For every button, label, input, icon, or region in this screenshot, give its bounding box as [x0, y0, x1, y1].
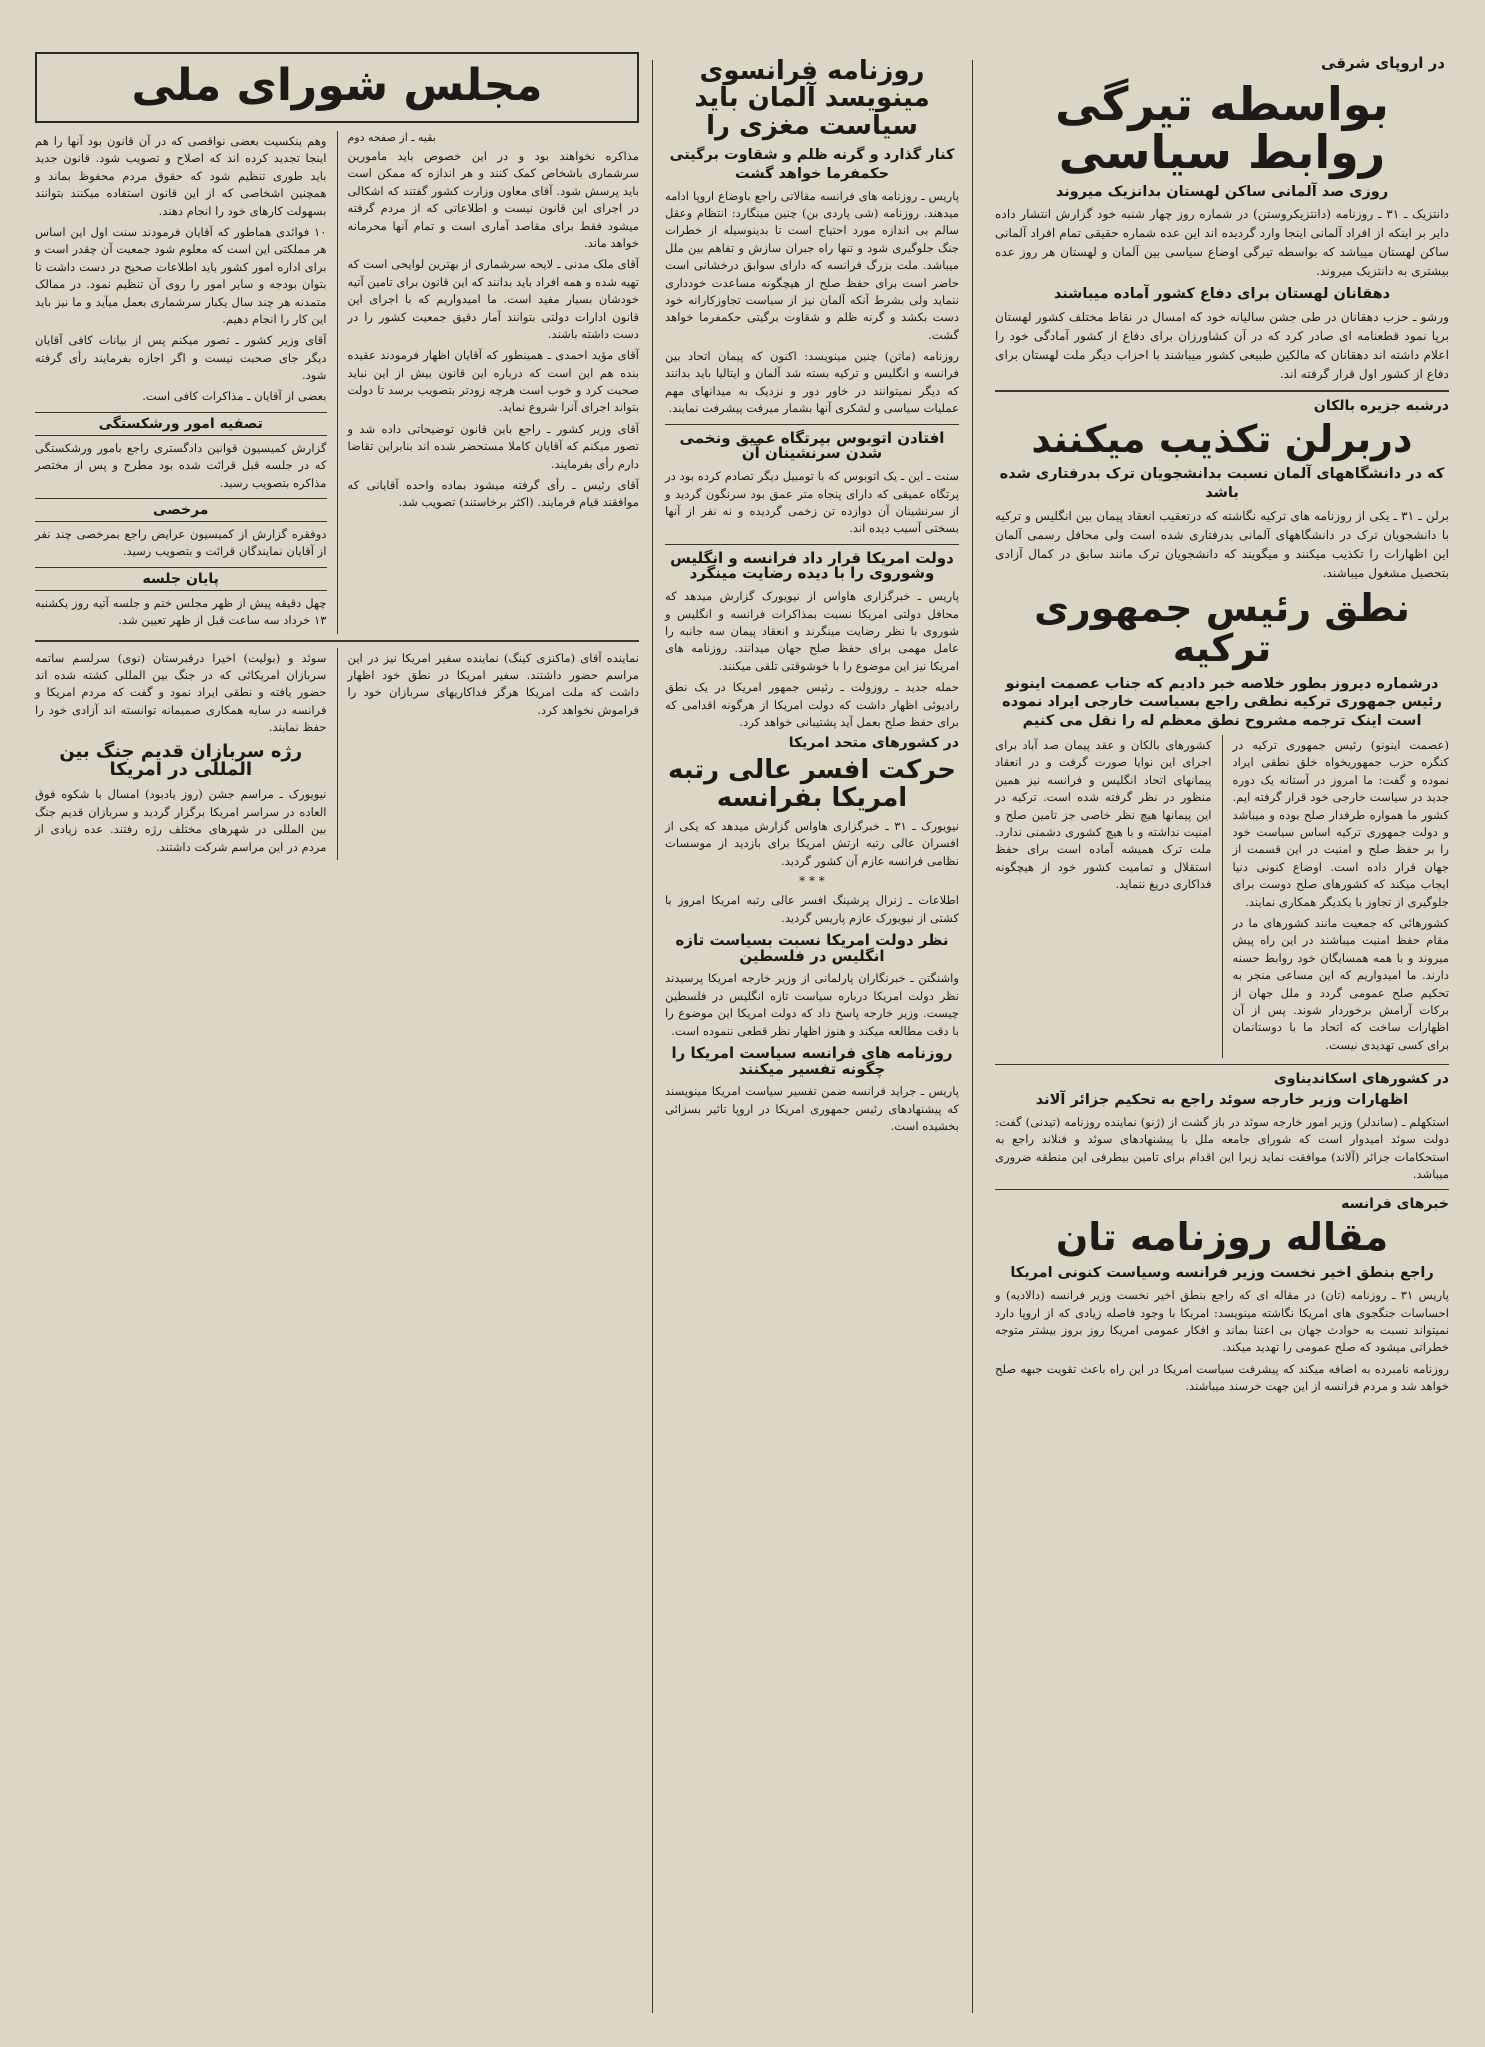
headline: بواسطه تیرگی روابط سیاسی	[1055, 77, 1389, 180]
article-paragraph: نیویورک ـ ۳۱ ـ خبرگزاری هاواس گزارش میدهد که یکی از افسران عالی رتبه ارتش امریکا برای بازدید از موسسات نظامی فرانسه عازم آن کشور گردید.	[665, 818, 959, 868]
section-heading: تصفیه امور ورشکستگی	[35, 412, 327, 436]
divider	[995, 1189, 1449, 1190]
two-column-text	[35, 131, 639, 634]
article-paragraph: روزنامه نامبرده به اضافه میکند که پیشرفت سیاست امریکا در این راه باعث تقویت جبهه صلح خواهد شد و مردم فرانسه از این جهت خرسند میباشند.	[995, 1361, 1449, 1394]
section-tag: درشبه جزیره بالکان	[1313, 397, 1449, 414]
headline: حرکت افسر عالی رتبه امریکا بفرانسه	[668, 755, 956, 813]
subheadline: درشماره دیروز بطور خلاصه خبر دادیم که جناب عصمت اینونو رئیس جمهوری ترکیه نطقی راجع بسیاست خارجی ایراد نموده است اینک ترجمه مشروح نطق معظم له را نقل می کنیم	[1002, 675, 1442, 730]
headline: افتادن اتوبوس بپرتگاه عمیق ونخمی شدن سرنشینان آن	[679, 428, 945, 463]
headline: مقاله روزنامه تان	[1055, 1215, 1389, 1260]
article-paragraph: آقای رئیس ـ رأی گرفته میشود بماده واحده آقایانی که موافقند قیام فرمایند. (اکثر برخاستند) تصویب شد.	[347, 478, 639, 510]
article-paragraph: کشورهائی که جمعیت مانند کشورهای ما در مقام حفظ امنیت میباشند در این راه پیش میروند و با همه همسایگان خود روابط حسنه دارند. ما امیدواریم که این مساعی منجر به تحکیم صلح عمومی گردد و ملل جهان از برکات آرامش برخوردار شوند. پس از آن اظهارات ساخت که اتحاد ما با دوستانمان برای کسی تهدیدی نیست.	[1232, 915, 1449, 1052]
column-middle	[657, 52, 967, 2019]
article-paragraph: مذاکره نخواهند بود و در این خصوص باید مامورین سرشماری باشخاص کمک کنند و هر اندازه که ممکن است باید پرسش شود. آقای معاون وزارت کشور گفتند که اشکالی در اجرای این قانون نیست و اطلاعاتی که از مردم گرفته میشود فقط برای مقاصد آماری است و تمام آنها محرمانه خواهد ماند.	[347, 149, 639, 250]
divider	[337, 648, 338, 860]
headline: دربرلن تکذیب میکنند	[1031, 416, 1413, 461]
article-paragraph: نیویورک ـ مراسم جشن (روز یادبود) امسال با شکوه فوق العاده در سراسر امریکا برگزار گردید و سربازان قدیم جنگ بین المللی در شهرهای مختلف رژه رفتند. عده زیادی از مردم در این مراسم شرکت داشتند.	[35, 787, 327, 854]
article-paragraph: دوفقره گزارش از کمیسیون عرایض راجع بمرخصی چند نفر از آقایان نمایندگان قرائت و بتصویب رسید.	[35, 527, 327, 559]
section-tag: در اروپای شرقی	[1321, 54, 1445, 72]
article-paragraph: ۱۰ فوائدی هماطور که آقایان فرمودند سنت اول این اساس هر مملکتی این است که معلوم شود جمعیت آن چقدر است و برای اداره امور کشور باید اطلاعات صحیح در دست داشت تا بتوان بودجه و سایر امور را روی آن تنظیم نمود. در ممالک متمدنه هر چند سال یکبار سرشماری بعمل میآید و ما نیز باید این کار را انجام دهیم.	[35, 224, 327, 326]
headline: نطق رئیس جمهوری ترکیه	[1034, 585, 1410, 670]
subheadline: روزی صد آلمانی ساکن لهستان بدانزیک میروند	[1055, 183, 1389, 200]
article-paragraph: برلن ـ ۳۱ ـ یکی از روزنامه های ترکیه نگاشته که درتعقیب انعقاد پیمان بین انگلیس و ترکیه با دانشجویان ترک در دانشگاههای آلمانی بدرفتاری شده است ولی محافل رسمی آلمان این اظهارات را تکذیب میکنند و میگویند که دانشجویان ترک مانند سابق در کمال آزادی بتحصیل مشغول میباشند.	[995, 509, 1449, 580]
separator-stars: * * *	[799, 874, 825, 889]
article-paragraph: ورشو ـ حزب دهقانان در طی جشن سالیانه خود که امسال در نقاط مختلف کشور لهستان برپا نمود قطعنامه ای صادر کرد که در آن کشاورزان برای دفاع از کشور آمادگی خود را اعلام داشته اند دهقانان که مالکین طبیعی کشور میباشند با احزاب دیگر ملت لهستان برای دفاع از کشور اول قرار گرفته اند.	[995, 309, 1449, 381]
article-paragraph: نماینده آقای (ماکنزی کینگ) نماینده سفیر امریکا نیز در این مراسم حضور داشتند. سفیر امریکا در نطق خود اظهار داشت که ملت امریکا هرگز فداکاریهای سربازان خود را فراموش نخواهد کرد.	[347, 650, 639, 717]
article-paragraph: سوئد و (بولیت) اخیرا درقبرستان (نوی) سرلسم ساتمه سربازان امریکائی که در جنگ بین المللی کشته شده اند حضور یافته و نطقی ایراد نمود و گفت که مردم امریکا و فرانسه در سایه همکاری صمیمانه توانسته اند آزادی خود را حفظ نمایند.	[35, 650, 327, 735]
column-left	[27, 52, 647, 2019]
headline: دولت امریکا قرار داد فرانسه و انگلیس وشوروی را با دیده رضایت مینگرد	[670, 548, 954, 583]
article-paragraph: اطلاعات ـ ژنرال پرشینگ افسر عالی رتبه امریکا امروز با کشتی از نیویورک عازم پاریس گردید.	[665, 893, 959, 925]
article-paragraph: بعضی از آقایان ـ مذاکرات کافی است.	[142, 389, 327, 404]
article-paragraph: روزنامه (ماتن) چنین مینویسد: اکنون که پیمان اتحاد بین فرانسه و انگلیس و ترکیه بسته شد آلمان و ایتالیا باید بدانند که دیگر نمیتوانند در خاور دور و نزدیک به میدانهای مهم عملیات سیاسی و لشکری آنها بشمار میرفت پیشرفت نمایند.	[665, 349, 959, 416]
subheadline: راجع بنطق اخیر نخست وزیر فرانسه وسیاست کنونی امریکا	[1010, 1265, 1434, 1282]
article-paragraph: آقای وزیر کشور ـ راجع باین قانون توضیحاتی داده شد و تصور میکنم که آقایان کاملا مستحضر شده اند بنابراین تقاضا دارم رأی بفرمایند.	[347, 421, 639, 471]
headline: روزنامه های فرانسه سیاست امریکا را چگونه تفسیر میکنند	[671, 1043, 953, 1078]
divider	[665, 544, 959, 545]
column-divider	[972, 60, 973, 2013]
article-paragraph: پاریس ـ جراید فرانسه ضمن تفسیر سیاست امریکا مینویسند که پیشنهادهای رئیس جمهوری امریکا در اروپا تاثیر بسزائی بخشیده است.	[665, 1084, 959, 1134]
section-heading: مرخصی	[35, 498, 327, 522]
two-column-text	[35, 648, 639, 860]
article-paragraph: استکهلم ـ (ساندلر) وزیر امور خارجه سوئد در باز گشت از (ژنو) نماینده روزنامه (تیدنی) گفت: دولت سوئد امیدوار است که شورای جامعه ملل با پیشنهادهای سوئد و فنلاند راجع به استحکامات جزائر (آلاند) موافقت نماید زیرا این اقدام برای تامین بیطرفی این منطقه ضروری میباشد.	[995, 1114, 1449, 1182]
subheadline: کنار گذارد و گرنه ظلم و شقاوت برگیتی حکمفرما خواهد گشت	[669, 146, 955, 182]
article-paragraph: گزارش کمیسیون قوانین دادگستری راجع بامور ورشکستگی که در جلسه قبل قرائت شده بود مطرح و پس از مختصر مذاکره بتصویب رسید.	[35, 440, 327, 490]
article-paragraph: پاریس ۳۱ ـ روزنامه (تان) در مقاله ای که راجع بنطق اخیر نخست وزیر فرانسه (دالادیه) و احساسات جنگجوی های امریکا نگاشته مینویسد: امریکا با وجود فاصله زیادی که از اروپا دارد نمیتواند نسبت به حوادث جهان بی اعتنا بماند و افکار عمومی امریکا روز بروز بیشتر متوجه خطراتی میشود که صلح عمومی را تهدید میکند.	[995, 1288, 1449, 1355]
masthead: مجلس شورای ملی	[35, 52, 639, 123]
column-right	[987, 52, 1457, 2019]
article-paragraph: آقای وزیر کشور ـ تصور میکنم پس از بیانات کافی آقایان دیگر جای صحبت نیست و اگر اجازه بفرمایند رأی گرفته شود.	[35, 333, 327, 383]
article-paragraph: آقای ملک مدنی ـ لایحه سرشماری از بهترین لوایحی است که تهیه شده و همه افراد باید بدانند که این قانون برای تامین آتیه خودشان بسیار مفید است. ما امیدواریم که با اجرای این قانون ادارات دولتی بتوانند آمار دقیق جمعیت کشور را در دست داشته باشند.	[347, 257, 639, 341]
article-paragraph: پاریس ـ روزنامه های فرانسه مقالاتی راجع باوضاع اروپا ادامه میدهند. روزنامه (شی پاردی بن) چنین مینگارد: انتظام وعقل سالم بی اندازه مورد احتیاج است تا بدینوسیله از خطرات جنگ جلوگیری شود و تنها راه جبران سازش و تفاهم بین ملل میباشد. ملت بزرگ فرانسه که دارای سوابق درخشانی است حاضر است برای حفظ صلح از هیچگونه مساعدت خودداری ننماید ولی بشرط آنکه آلمان نیز از سیاست تجاوزکارانه خود دست بکشد و گرنه ظلم و شقاوت برگیتی حکمفرما خواهد گشت.	[665, 188, 959, 342]
article-paragraph: پاریس ـ خبرگزاری هاواس از نیویورک گزارش میدهد که محافل دولتی امریکا نسبت بمذاکرات فرانسه و انگلیس و شوروی با نظر رضایت مینگرند و انعقاد پیمان سه جانبه را عامل مهمی برای حفظ صلح جهان میدانند. روزنامه های امریکا نیز این موضوع را با خوشوقتی تلقی میکنند.	[665, 589, 959, 673]
section-heading: پایان جلسه	[35, 567, 327, 591]
headline: روزنامه فرانسوی مینویسد آلمان باید سیاست مغزی را	[694, 56, 930, 141]
article-paragraph: چهل دقیقه پیش از ظهر مجلس ختم و جلسه آتیه روز یکشنبه ۱۳ خرداد سه ساعت قبل از ظهر تعیین شد.	[35, 595, 327, 628]
divider	[995, 390, 1449, 392]
continuation-note: بقیه ـ از صفحه دوم	[347, 131, 436, 144]
article-paragraph: آقای مؤید احمدی ـ همینطور که آقایان اظهار فرمودند عقیده بنده هم این است که درباره این قانون بیش از این نباید صحبت کرد و خوب است هرچه زودتر بتصویب برسد تا دولت بتواند اجرای آنرا شروع نماید.	[347, 348, 639, 415]
two-column-text	[995, 735, 1449, 1058]
article-paragraph: وهم ینکسیت بعضی نواقصی که در آن قانون بود آنها را هم اینجا تجدید کرده اند که اصلاح و تصویب شود. قانون جدید باید طوری تنظیم شود که حقوق مردم محفوظ بماند و همچنین اشخاصی که از این قانون استفاده میکنند بتوانند بسهولت کارهای خود را انجام دهند.	[35, 134, 327, 218]
article-paragraph: سنت ـ این ـ یک اتوبوس که با تومبیل دیگر تصادم کرده بود در پرتگاه عمیقی که دارای پنجاه متر عمق بود سرنگون گردید و از سرنشینان آن دوازده تن زخمی گردیده و نه نفر از آنها بسختی آسیب دیده اند.	[665, 469, 959, 536]
divider	[995, 1064, 1449, 1065]
section-tag: خبرهای فرانسه	[1341, 1196, 1449, 1213]
subheadline: اظهارات وزیر خارجه سوئد راجع به تحکیم جزائر آلاند	[1035, 1092, 1409, 1109]
divider	[337, 131, 338, 634]
article-paragraph: حمله جدید ـ روزولت ـ رئیس جمهور امریکا در یک نطق رادیوئی اظهار داشت که دولت امریکا از هرگونه اقدامی که برای حفظ صلح بعمل آید پشتیبانی خواهد کرد.	[665, 680, 959, 729]
subheadline: دهقانان لهستان برای دفاع کشور آماده میباشند	[1053, 286, 1391, 303]
divider	[1222, 735, 1223, 1058]
article-paragraph: واشنگتن ـ خبرنگاران پارلمانی از وزیر خارجه امریکا پرسیدند نظر دولت امریکا درباره سیاست تازه انگلیس در فلسطین چیست. وزیر خارجه پاسخ داد که دولت امریکا این موضوع را با دقت مطالعه میکند و هنوز اظهار نظر قطعی ننموده است.	[665, 971, 959, 1038]
divider	[35, 640, 639, 642]
article-paragraph: دانتزیک ـ ۳۱ ـ روزنامه (دانتزیکروستن) در شماره روز چهار شنبه خود گزارش انتشار داده دایر بر اینکه از افراد آلمانی اینجا وارد گردیده اند این عده شماره حقیقی تمام افراد آلمانی ساکن لهستان میباشد که بواسطه تیرگی اوضاع سیاسی بین آلمان و لهستان هر روز عده بیشتری به دانتزیک میروند.	[995, 207, 1449, 279]
article-paragraph: (عصمت اینونو) رئیس جمهوری ترکیه در کنگره حزب جمهوریخواه خلق نطقی ایراد نموده و گفت: ما امروز در آستانه یک دوره جدید در سیاست خارجی خود قرار گرفته ایم. کشور ما همواره طرفدار صلح بوده و میباشد و دولت جمهوری ترکیه اساس سیاست خود را بر حفظ صلح و امنیت در این قسمت از جهان قرار داده است. اوضاع کنونی دنیا ایجاب میکند که کشورهای صلح دوست برای جلوگیری از تجاوز با یکدیگر همکاری نمایند.	[1232, 738, 1449, 909]
headline: نظر دولت امریکا نسبت بسیاست تازه انگلیس در فلسطین	[675, 930, 949, 965]
column-divider	[652, 60, 653, 2013]
subheadline: که در دانشگاههای آلمان نسبت بدانشجویان ترک بدرفتاری شده باشد	[999, 466, 1445, 502]
section-tag: در کشورهای متحد امریکا	[788, 735, 959, 752]
divider	[665, 424, 959, 425]
headline: رژه سربازان قدیم جنگ بین المللی در امریکا	[59, 740, 303, 781]
section-tag: در کشورهای اسکاندیناوی	[1273, 1071, 1449, 1088]
article-paragraph: کشورهای بالکان و عقد پیمان صد آباد برای اجرای این نوایا صورت گرفت و در انعقاد پیمانهای اتحاد انگلیس و فرانسه نیز همین منظور در نظر گرفته شده است. ترکیه در این پیمانها هیچ نظر خاصی جز تامین صلح و امنیت نداشته و با هیچ کشوری دشمنی ندارد. ملت ترک همیشه آماده است برای حفظ استقلال و تمامیت کشور خود از هیچگونه فداکاری دریغ ننماید.	[995, 738, 1212, 892]
